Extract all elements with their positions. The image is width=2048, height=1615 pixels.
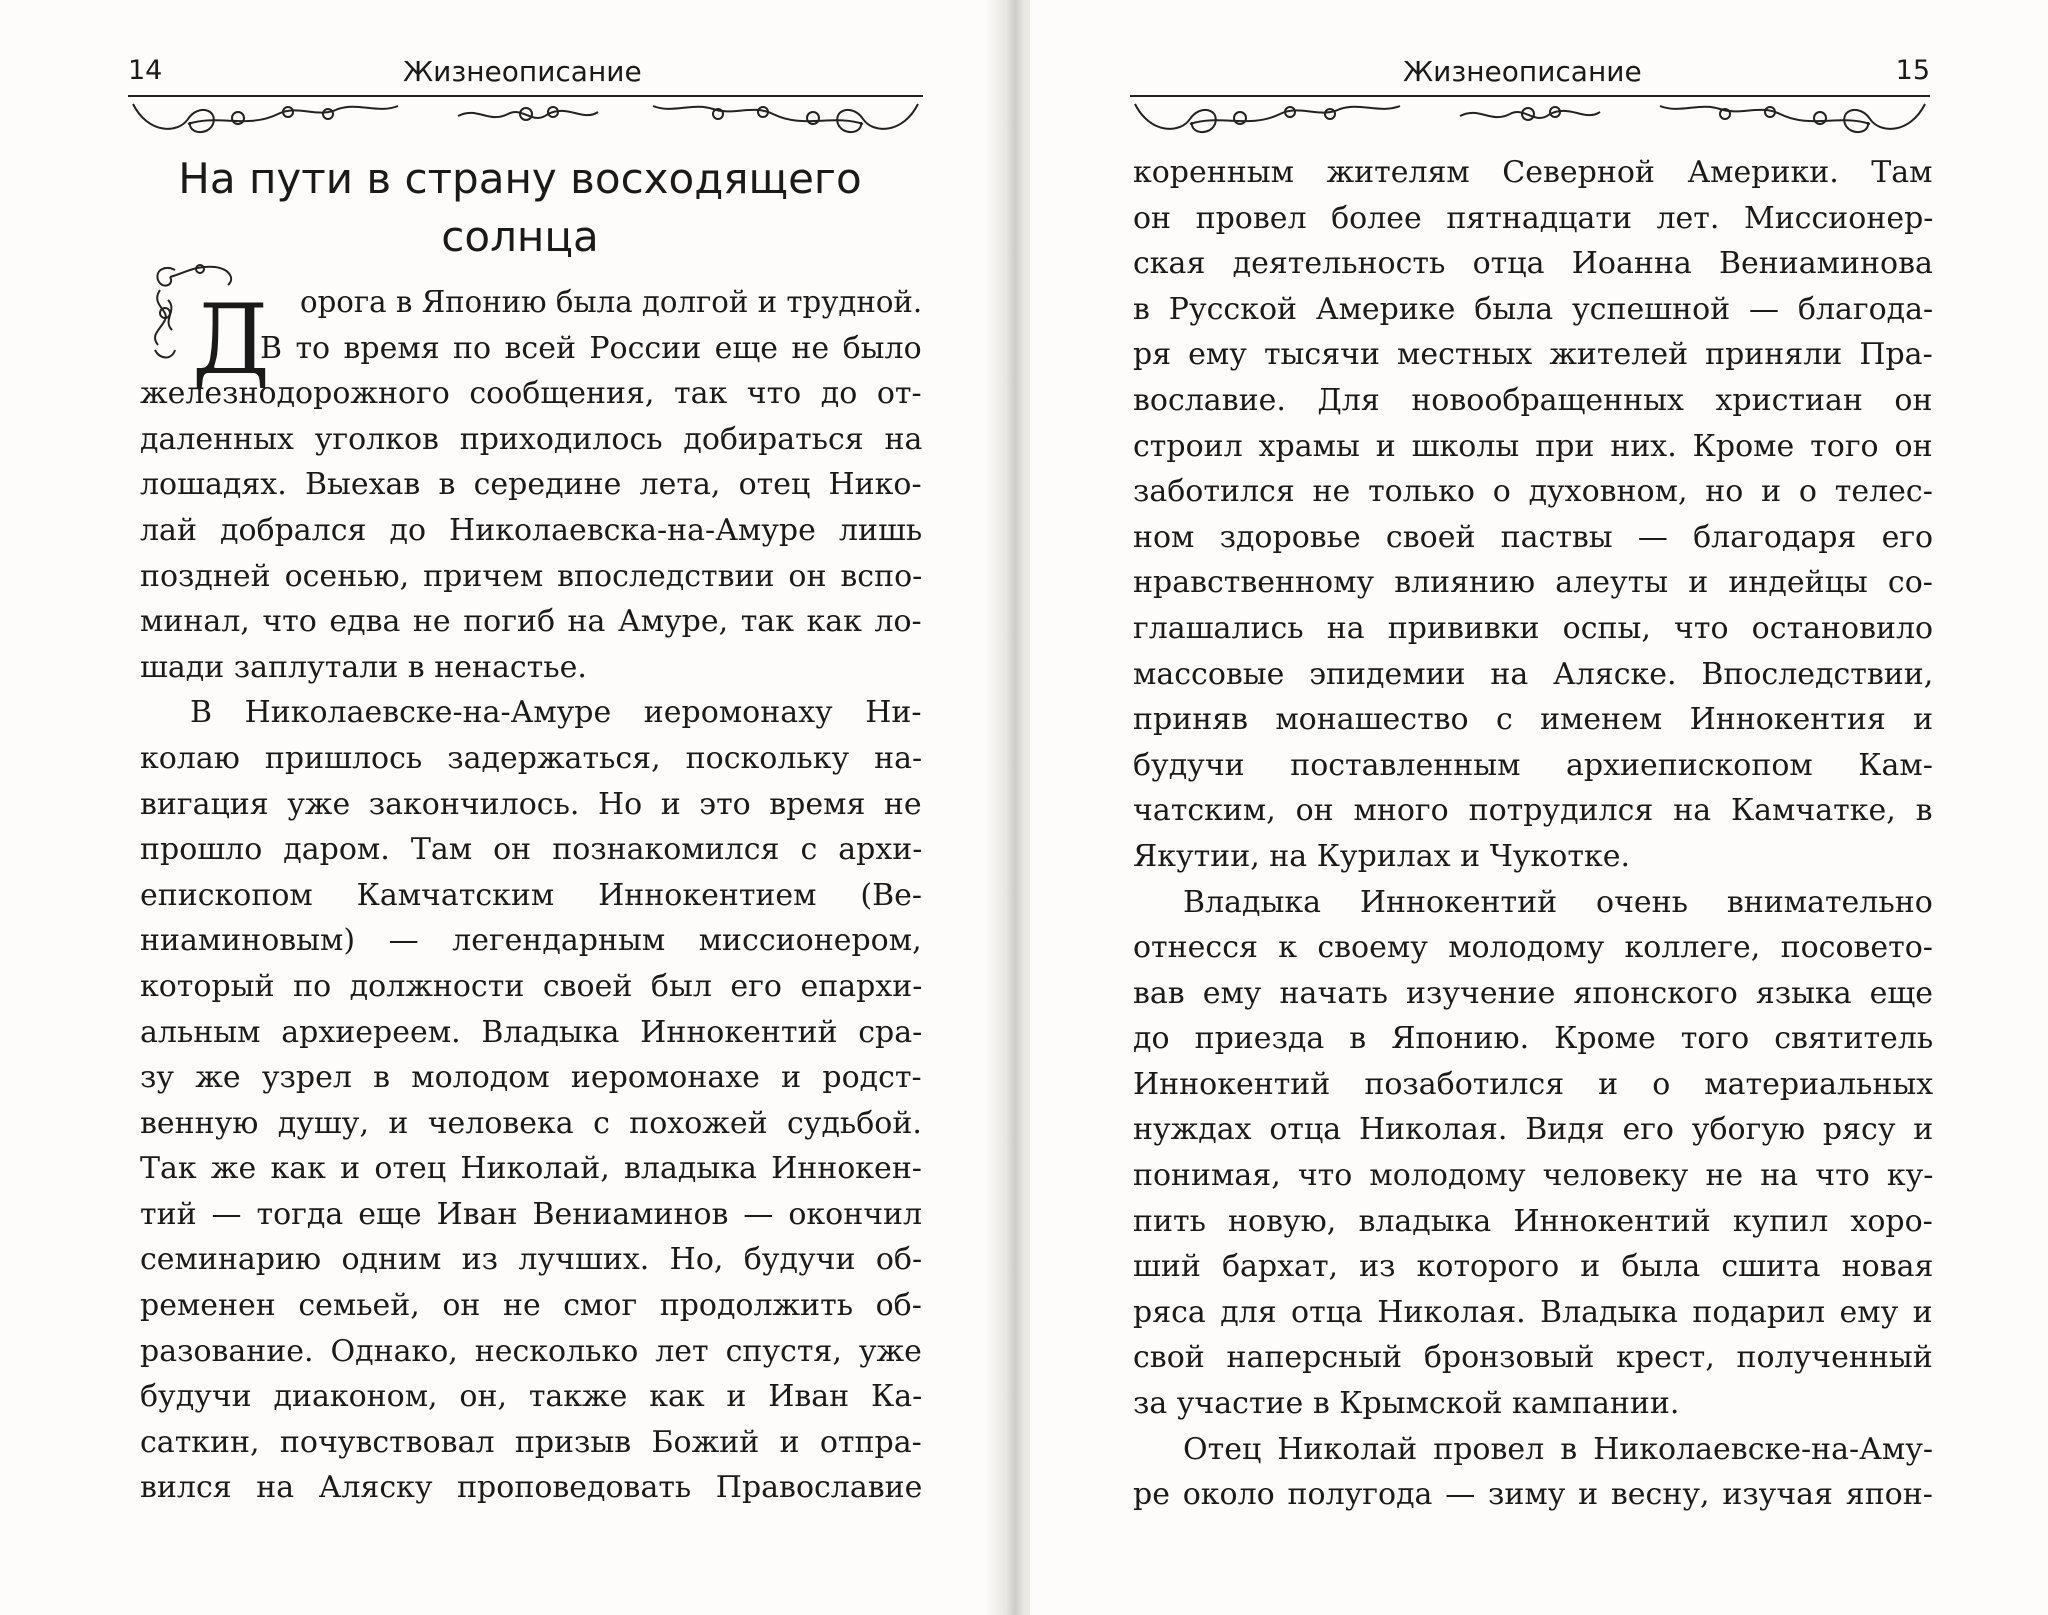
text-line-content: лошадях. Выехав в середине лета, отец Нико- [140,467,922,503]
text-line-content: чатским, он много потрудился на Камчатке, в [1133,793,1933,829]
text-line [140,326,922,372]
chapter-title-line1: На пути в страну восходящего [178,154,862,203]
text-line-content: тий — тогда еще Иван Вениаминов — окончил [140,1196,922,1232]
text-line [1133,788,1933,834]
text-line-content: нуждах отца Николая. Видя его убогую рясу и [1133,1112,1933,1148]
ornament-divider-icon [1130,94,1930,142]
text-line-content: саткин, почувствовал призыв Божий и отпра- [140,1424,922,1460]
left-page [0,0,1000,1615]
text-line-content: вигация уже закончилось. Но и это время не [140,786,922,822]
text-line [1133,469,1933,515]
running-head-title: Жизнеописание [1403,55,1642,88]
text-line-content: ряса для отца Николая. Владыка подарил ему и [1133,1294,1933,1330]
text-line [1133,880,1933,926]
text-line [140,417,922,463]
text-line-content: вав ему начать изучение японского языка еще [1133,975,1933,1011]
text-line-content: орога в Японию была долгой и трудной. [300,285,922,320]
text-line [1133,652,1933,698]
text-line [140,1192,922,1238]
text-line-content: ший бархат, из которого и была сшита новая [1133,1249,1933,1285]
text-line-content: ниаминовым) — легендарным миссионером, [140,923,922,959]
text-line-content: будучи поставленным архиепископом Кам- [1133,747,1933,783]
text-line-content: коренным жителям Северной Америки. Там [1133,155,1933,190]
text-line-content: за участие в Крымской кампании. [1133,1386,1680,1422]
text-line-content: ременен семьей, он не смог продолжить об- [140,1288,922,1324]
text-line [140,371,922,417]
text-line-content: до приезда в Японию. Кроме того святитель [1133,1021,1933,1057]
text-line-content: в Русской Америке была успешной — благода- [1133,291,1933,327]
text-line-content: шади заплутали в ненастье. [140,649,587,685]
text-line [140,1374,922,1420]
ornament-divider-icon [128,94,923,142]
drop-cap-letter: Д [192,284,271,396]
text-line [140,1010,922,1056]
text-line-content: ря ему тысячи местных жителей приняли Пра- [1133,337,1933,373]
text-line [1133,378,1933,424]
text-line-content: ном здоровье своей паствы — благодаря его [1133,519,1933,555]
text-line [1133,287,1933,333]
text-line [1133,332,1933,378]
text-line [1133,1062,1933,1108]
text-line [1133,424,1933,470]
text-line-content: Отец Николай провел в Николаевске-на-Аму- [1183,1431,1933,1467]
text-line [1133,196,1933,242]
text-line [1133,1199,1933,1245]
text-line [140,1237,922,1283]
text-line [140,873,922,919]
text-line-content: колаю пришлось задержаться, поскольку на- [140,740,922,776]
text-line-content: заботился не только о духовном, но и о телес- [1133,474,1933,510]
text-line [140,918,922,964]
right-body-text [1133,150,1933,1518]
chapter-title-line2: солнца [441,212,599,261]
text-line [140,508,922,554]
text-line-content: венную душу, и человека с похожей судьбой. [140,1105,922,1141]
text-line-content: прошло даром. Там он познакомился с архи- [140,832,922,868]
text-line-content: Иннокентий позаботился и о материальных [1133,1066,1933,1102]
page-number: 14 [128,55,163,86]
text-line [1133,150,1933,196]
text-line-content: будучи диаконом, он, также как и Иван Ка- [140,1379,922,1415]
text-line [1133,1472,1933,1518]
text-line [140,690,922,736]
left-body-text [140,280,922,1511]
text-line-content: строил храмы и школы при них. Кроме того он [1133,428,1933,464]
text-line [1133,1153,1933,1199]
text-line [140,1055,922,1101]
text-line-content: вился на Аляску проповедовать Православие [140,1470,922,1506]
text-line [1133,1107,1933,1153]
text-line-content: лай добрался до Николаевска-на-Амуре лишь [140,512,922,548]
text-line-content: альным архиереем. Владыка Иннокентий сра- [140,1014,922,1050]
text-line [1133,971,1933,1017]
text-line-content: который по должности своей был его епархи- [140,968,922,1004]
text-line-content: железнодорожного сообщения, так что до от- [140,376,922,412]
text-line-content: он провел более пятнадцати лет. Миссионер- [1133,200,1933,236]
text-line [140,1329,922,1375]
text-line [1133,515,1933,561]
text-line [140,782,922,828]
text-line-content: ская деятельность отца Иоанна Вениаминова [1133,246,1933,282]
text-line [1133,606,1933,652]
text-line [1133,560,1933,606]
text-line-content: Якутии, на Курилах и Чукотке. [1133,838,1630,874]
text-line-content: поздней осенью, причем впоследствии он вспо- [140,558,922,594]
text-line [1133,834,1933,880]
running-head-left [128,55,923,95]
text-line [140,1420,922,1466]
right-page [1030,0,2048,1615]
text-line [140,1283,922,1329]
running-head-title: Жизнеописание [403,55,642,88]
text-line [1133,1016,1933,1062]
text-line [1133,1381,1933,1427]
text-line-content: глашались на прививки оспы, что остановило [1133,610,1933,646]
text-line-content: зу же узрел в молодом иеромонахе и родст- [140,1060,922,1096]
text-line [140,827,922,873]
text-line [140,1146,922,1192]
text-line-content: Так же как и отец Николай, владыка Иннокен- [140,1151,922,1187]
text-line [140,599,922,645]
text-line [140,1465,922,1511]
text-line-content: вославие. Для новообращенных христиан он [1133,382,1933,418]
page-number: 15 [1895,55,1930,86]
text-line [140,1101,922,1147]
text-line-content: Владыка Иннокентий очень внимательно [1183,884,1933,920]
text-line-content: даленных уголков приходилось добираться на [140,421,922,457]
text-line [140,280,922,326]
text-line [1133,925,1933,971]
text-line [140,462,922,508]
text-line [1133,241,1933,287]
chapter-title [150,150,890,266]
running-head-right [1130,55,1930,95]
text-line-content: семинарию одним из лучших. Но, будучи об- [140,1242,922,1278]
text-line [1133,1427,1933,1473]
text-line [140,736,922,782]
text-line-content: отнесся к своему молодому коллеге, посовето- [1133,930,1933,966]
text-line [1133,1290,1933,1336]
text-line [1133,1335,1933,1381]
text-line-content: понимая, что молодому человеку не на что ку- [1133,1158,1933,1194]
text-line [140,554,922,600]
text-line [140,964,922,1010]
text-line-content: В то время по всей России еще не было [260,330,922,366]
text-line [140,645,922,691]
text-line [1133,697,1933,743]
text-line-content: приняв монашество с именем Иннокентия и [1133,702,1933,738]
text-line-content: разование. Однако, несколько лет спустя, уже [140,1333,922,1369]
text-line [1133,1244,1933,1290]
text-line-content: свой наперсный бронзовый крест, полученный [1133,1340,1933,1376]
text-line-content: ре около полугода — зиму и весну, изучая япон- [1133,1477,1933,1513]
text-line-content: пить новую, владыка Иннокентий купил хоро- [1133,1203,1933,1239]
text-line-content: епископом Камчатским Иннокентием (Ве- [140,877,922,913]
text-line-content: нравственному влиянию алеуты и индейцы со- [1133,565,1933,601]
text-line-content: массовые эпидемии на Аляске. Впоследствии, [1133,656,1933,692]
text-line-content: В Николаевске-на-Амуре иеромонаху Ни- [190,695,922,731]
text-line-content: минал, что едва не погиб на Амуре, так как ло- [140,604,922,640]
text-line [1133,743,1933,789]
